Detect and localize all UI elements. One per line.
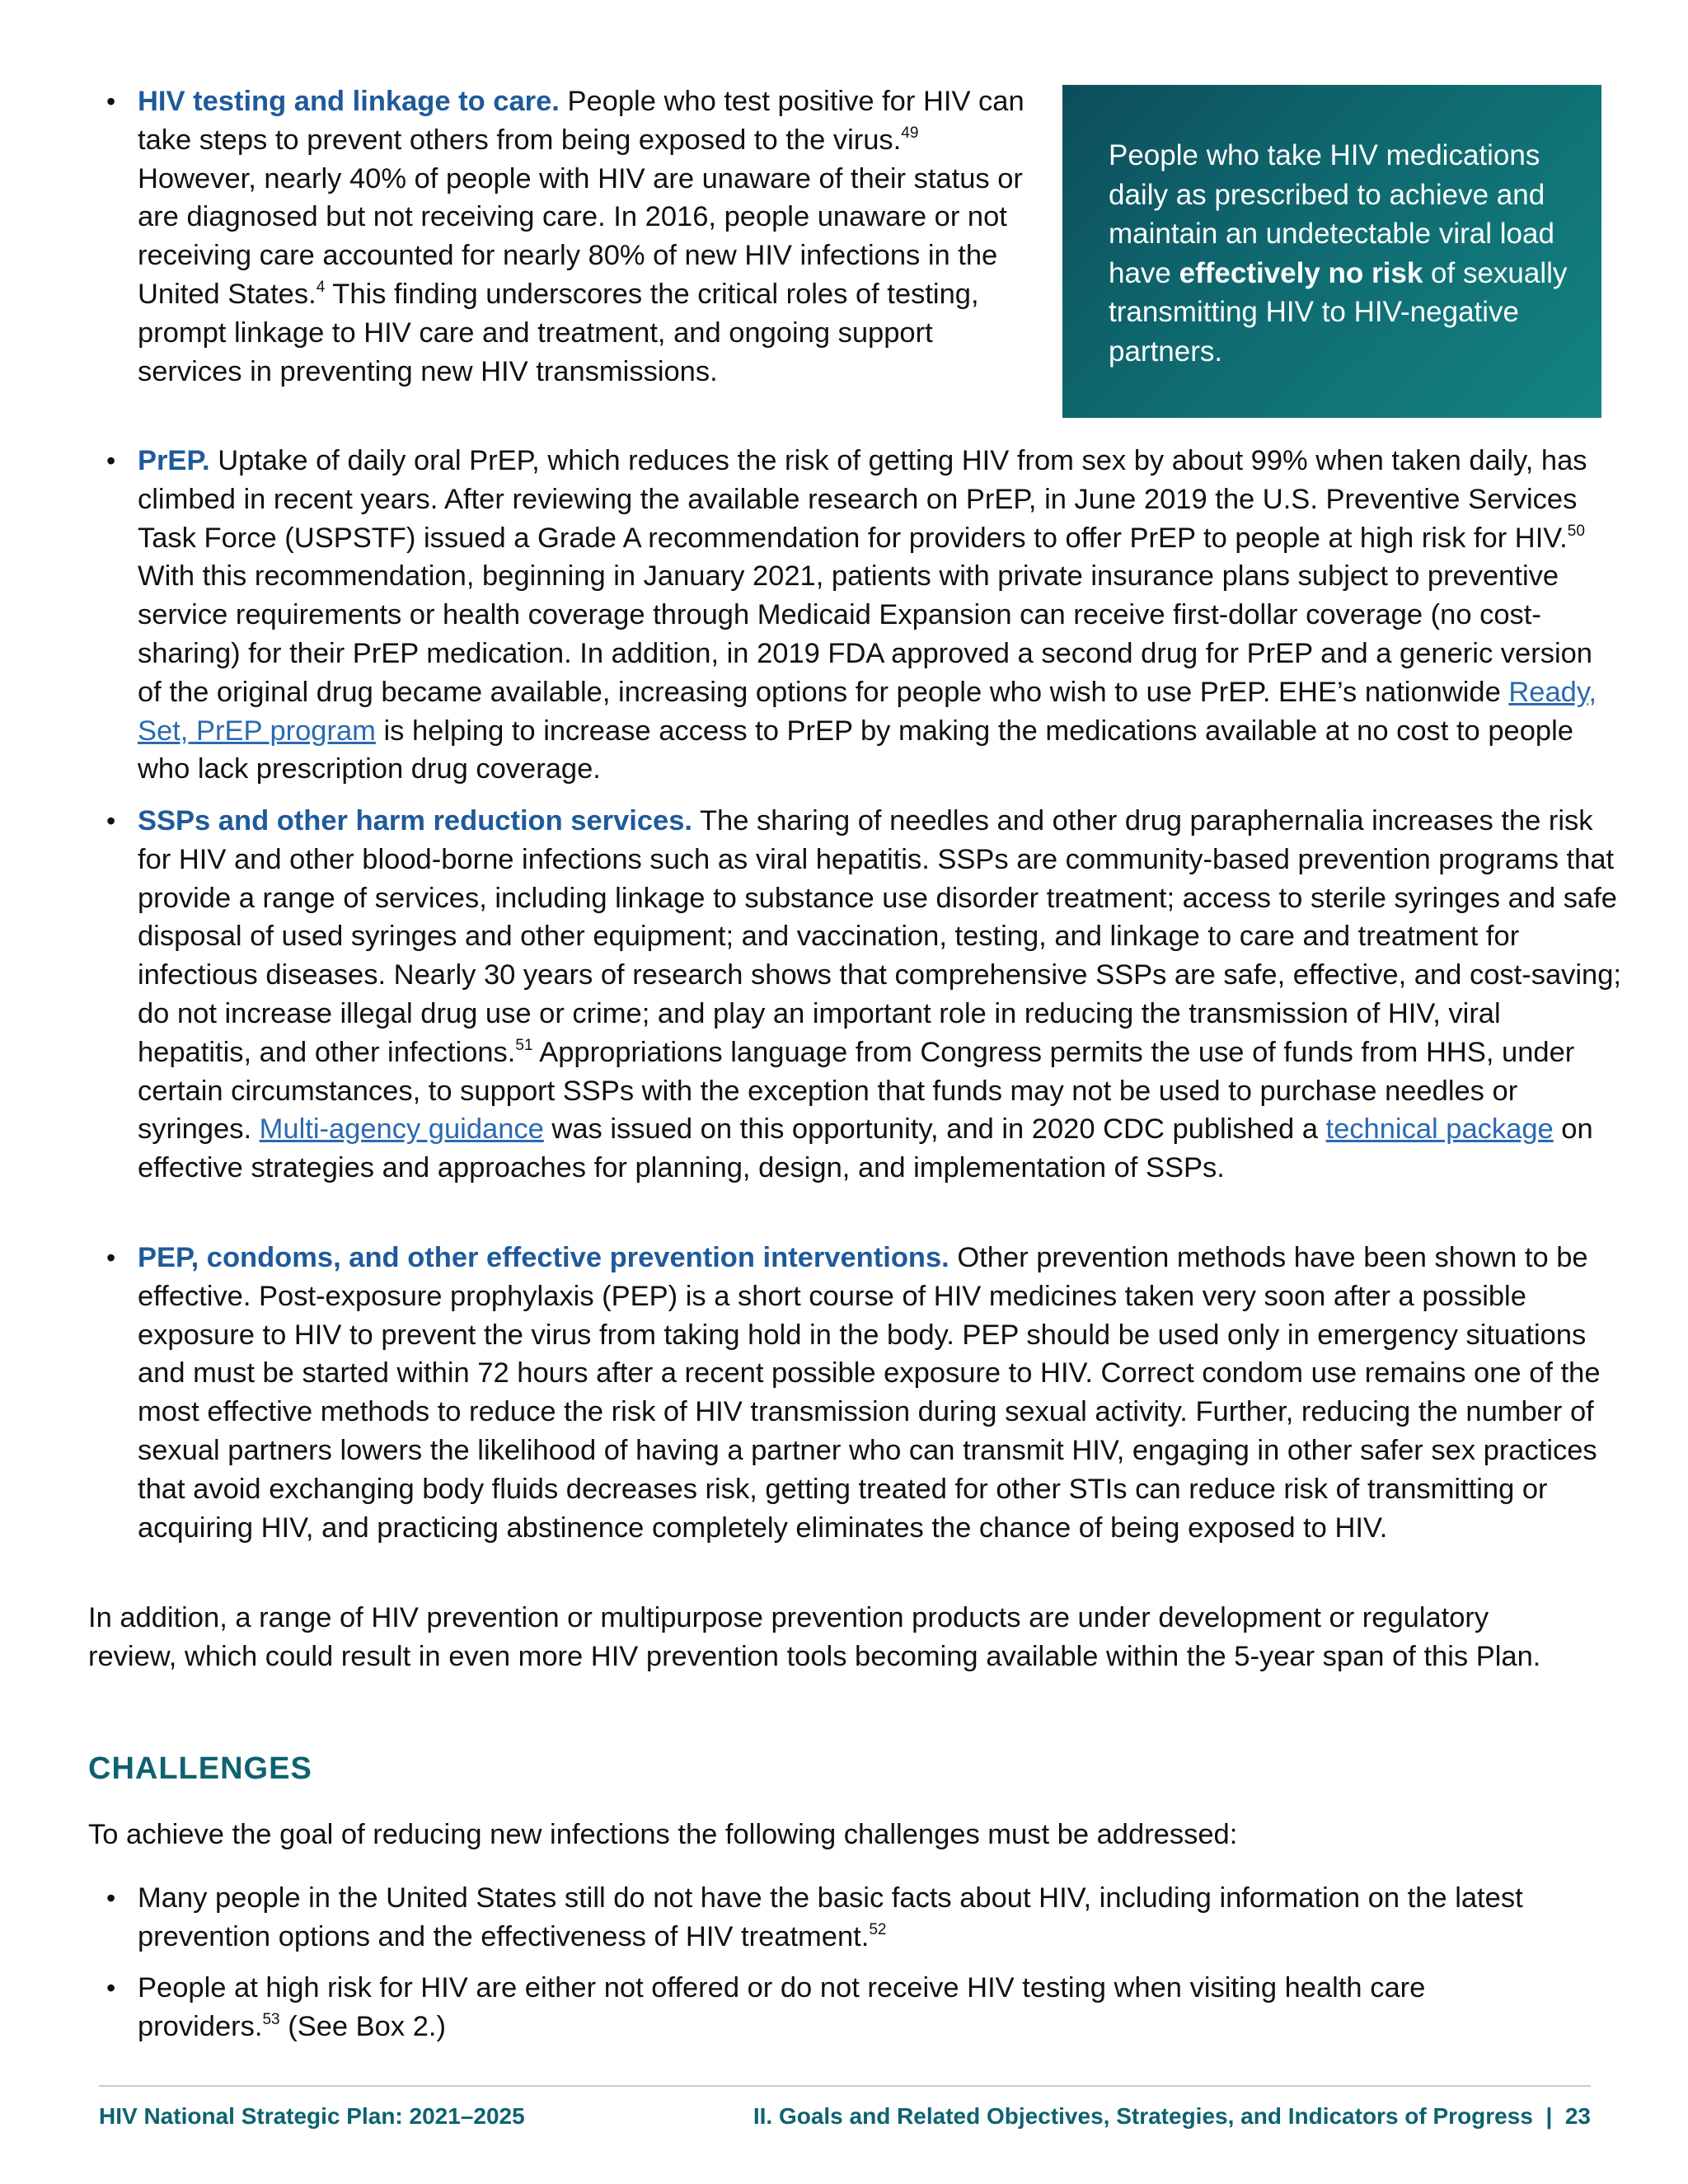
bullet-text: With this recommendation, beginning in January 2021, patients with private insurance plans subject to preventive service requirements or health coverage through Medicaid Expansion can receive first-dollar coverage (no cost-sharing) for their PrEP medication. In addition, in 2019 FDA approved a second drug for PrEP and a generic version of the original drug became available, increasing options for people who wish to use PrEP. EHE’s nationwide xyxy=(138,560,1592,708)
footnote-ref: 4 xyxy=(316,278,326,296)
addition-paragraph: In addition, a range of HIV prevention or multipurpose prevention products are under development or regulatory review, which could result in even more HIV prevention tools becoming available within the 5-year span of this Plan. xyxy=(88,1602,1541,1672)
bullet-dot: • xyxy=(106,446,116,476)
bullet-text: Appropriations language from Congress permits the use of funds from HHS, under certain circumstances, to support SSPs with the exception that funds may not be used to purchase needles or syringes. xyxy=(138,1036,1575,1146)
challenge-item xyxy=(106,1969,1572,2046)
footer-divider xyxy=(99,2085,1591,2087)
bullet-text: was issued on this opportunity, and in 2020 CDC published a xyxy=(543,1113,1326,1146)
bullet-heading: SSPs and other harm reduction services. xyxy=(138,805,692,837)
challenge-text: Many people in the United States still do not have the basic facts about HIV, including information on the latest prevention options and the effectiveness of HIV treatment. xyxy=(138,1882,1523,1952)
bullet-text: This finding underscores the critical roles of testing, prompt linkage to HIV care and treatment, and ongoing support services in preventing new HIV transmissions. xyxy=(138,278,979,387)
bullet-testing xyxy=(106,82,1028,391)
bullet-text: The sharing of needles and other drug paraphernalia increases the risk for HIV and other blood-borne infections such as viral hepatitis. SSPs are community-based prevention programs that provide a range of services, including linkage to substance use disorder treatment; access to sterile syringes and safe disposal of used syringes and other equipment; and vaccination, testing, and linkage to care and treatment for infectious diseases. Nearly 30 years of research shows that comprehensive SSPs are safe, effective, and cost-saving; do not increase illegal drug use or crime; and play an important role in reducing the transmission of HIV, viral hepatitis, and other infections. xyxy=(138,805,1622,1068)
footer-section-page: II. Goals and Related Objectives, Strategies, and Indicators of Progress | 23 xyxy=(753,2103,1591,2129)
challenge-item xyxy=(106,1879,1572,1957)
callout-emphasis: effectively no risk xyxy=(1179,256,1423,289)
bullet-text: However, nearly 40% of people with HIV are unaware of their status or are diagnosed but not receiving care. In 2016, people unaware or not receiving care accounted for nearly 80% of new HIV infections in the United States. xyxy=(138,162,1023,310)
bullet-heading: HIV testing and linkage to care. xyxy=(138,86,560,117)
multi-agency-guidance-link[interactable]: Multi-agency guidance xyxy=(259,1113,544,1146)
ready-set-prep-link[interactable]: Ready, Set, PrEP program xyxy=(138,676,1597,747)
bullet-dot: • xyxy=(106,1243,116,1272)
footnote-ref: 50 xyxy=(1567,522,1585,540)
bullet-text: Uptake of daily oral PrEP, which reduces the risk of getting HIV from sex by about 99% when taken daily, has climbed in recent years. After reviewing the available research on PrEP, in June 2019 the U.S. Preventive Services Task Force (USPSTF) issued a Grade A recommendation for providers to offer PrEP to people at high risk for HIV. xyxy=(138,445,1587,554)
bullet-text: is helping to increase access to PrEP by making the medications available at no cost to people who lack prescription drug coverage. xyxy=(138,715,1573,785)
challenges-intro: To achieve the goal of reducing new infections the following challenges must be addressed: xyxy=(88,1819,1238,1850)
challenges-heading: CHALLENGES xyxy=(88,1751,312,1786)
bullet-heading: PrEP. xyxy=(138,445,210,476)
callout-text: People who take HIV medications daily as prescribed to achieve and maintain an undetectable viral load have xyxy=(1109,139,1554,289)
callout-text-end: of sexually transmitting HIV to HIV-negative partners. xyxy=(1109,256,1568,368)
bullet-prep xyxy=(106,442,1621,789)
challenge-text: People at high risk for HIV are either not offered or do not receive HIV testing when visiting health care providers. xyxy=(138,1972,1426,2042)
bullet-dot: • xyxy=(106,87,116,116)
bullet-text: on effective strategies and approaches for planning, design, and implementation of SSPs. xyxy=(138,1113,1593,1184)
challenge-text: (See Box 2.) xyxy=(279,2010,446,2042)
footnote-ref: 52 xyxy=(869,1920,887,1938)
callout-box xyxy=(1062,85,1601,418)
bullet-dot: • xyxy=(106,806,116,836)
technical-package-link[interactable]: technical package xyxy=(1325,1113,1554,1146)
bullet-dot: • xyxy=(106,1973,116,2003)
footnote-ref: 49 xyxy=(901,124,919,142)
footer-document-title: HIV National Strategic Plan: 2021–2025 xyxy=(99,2103,525,2129)
bullet-dot: • xyxy=(106,1883,116,1913)
bullet-pep xyxy=(106,1239,1621,1547)
bullet-text: Other prevention methods have been shown to be effective. Post-exposure prophylaxis (PEP) is a short course of HIV medicines taken very soon after a possible exposure to HIV to prevent the virus from taking hold in the body. PEP should be used only in emergency situations and must be started within 72 hours after a recent possible exposure to HIV. Correct condom use remains one of the most effective methods to reduce the risk of HIV transmission during sexual activity. Further, reducing the number of sexual partners lowers the likelihood of having a partner who can transmit HIV, engaging in other safer sex practices that avoid exchanging body fluids decreases risk, getting treated for other STIs can reduce risk of transmitting or acquiring HIV, and practicing abstinence completely eliminates the chance of being exposed to HIV. xyxy=(138,1242,1601,1544)
footnote-ref: 53 xyxy=(262,2010,280,2028)
bullet-text: People who test positive for HIV can take steps to prevent others from being exposed to the virus. xyxy=(138,86,1025,156)
bullet-heading: PEP, condoms, and other effective prevention interventions. xyxy=(138,1242,950,1273)
footnote-ref: 51 xyxy=(515,1036,533,1054)
bullet-ssp xyxy=(106,802,1622,1188)
